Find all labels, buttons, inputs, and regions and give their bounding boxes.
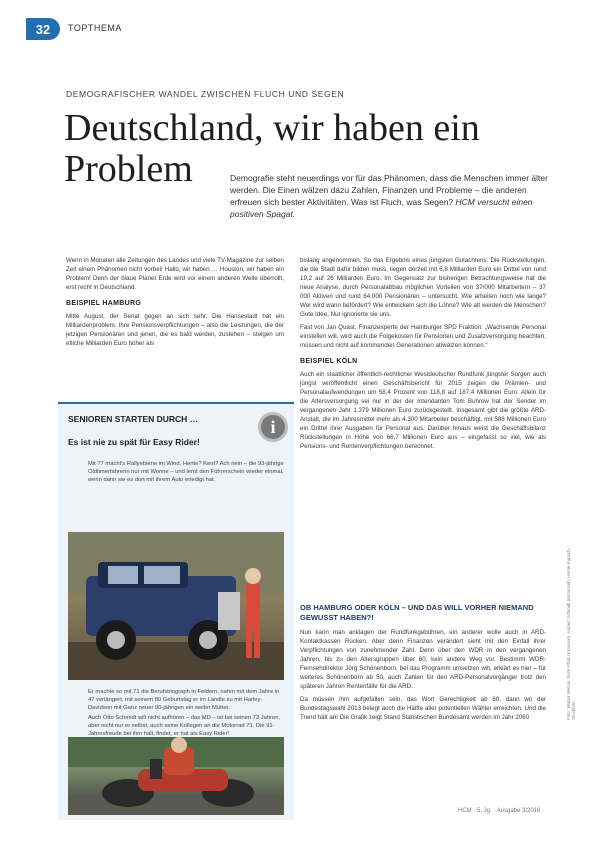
heading-beispiel-hamburg: BEISPIEL HAMBURG [66, 300, 142, 307]
right-paragraph-3: Auch ein staatlicher öffentlich-rechtlicher Westdeutscher Rundfunk jüngster Sorgen auch jüngst veröffentlicht einen Geschäftsbericht für 2015 zeigen die Prämien- und Personalaufwendungen um 58,4 Prozent von 118,8 auf 187,4 Millionen Euro. Allein für die Altersversorgung sei nur in der der Intendanten Tom Buhrow hat der Sender im vergangenen Jahr 1.379 Millionen Euro zurückgestellt. Insgesamt gibt die größte ARD-Anstalt, die im Jahresmittel mehr als 4.300 Mitarbeiter beschäftigt, mit 588 Millionen Euro ein Drittel ihrer Ausgaben für Personal aus. Darüber hinaus weist die Geschäftsbilanz Rückstellungen in Höhe von 66,7 Millionen Euro aus – eingefasst so viel, wie als Pensions- und Rentenverpflichtungen berechnet. [300, 371, 546, 450]
motorcycle-illustration [68, 737, 284, 815]
right-column-lower [300, 628, 546, 726]
photo-oldtimer-car [68, 532, 284, 680]
sidebar-item-1-text: Mit 77 macht's Rallyebiene im Wind. Hertie? Kent? Ach nein – die 93-jährige Oldtimerfahrerin nur mit Wonne – und lernt den Führerschein wieder einmal, wenn dann sie es dort mit ihrem Auto erledigt hat. [88, 461, 284, 483]
article-kicker: DEMOGRAFISCHER WANDEL ZWISCHEN FLUCH UND SEGEN [66, 89, 345, 99]
photo-credit-vertical: Foto: Walter Wetzel, Ruhr-Pfalz (Krausen), Hubert Schmidt (Motorrad), Hertie-Kapsch, Stockfoto [566, 547, 576, 720]
sidebar-title: SENIOREN STARTEN DURCH … [68, 414, 199, 424]
info-icon: i [258, 412, 288, 442]
left-paragraph-1: Wenn in Monaten alle Zeitungen des Landes und viele TV-Magazine zur selben Zeit einem Phänomen nicht vorbei! Hallo, wir haben … Houston, wir haben ein Problem! Denn der blaue Planet Erde wird vor einem anderen Welle überrollt, erst recht in Deutschland. [66, 257, 284, 291]
sidebar-item-3-text: Auch Otto Schmidt will nicht aufhören – das MD – ist bei seinen 73 Jahren, aber nicht nur er selbst, auch seine Kollegen an die Motorrad 71. Die 91-Jahresfreude bei ihm hält, findet, er hat als Easy Rider! [88, 715, 281, 737]
article-intro [230, 172, 550, 220]
heading-beispiel-koeln: BEISPIEL KÖLN [300, 358, 358, 365]
right-paragraph-2: Fast von Jan Quast, Finanzexperte der Hamburger SPD Fraktion: „Wachsende Personal einstellen will, wird auch die Folgekosten für Pensionen und Zusatzversorgung beachten, müssen und nicht auf kommenden Generationen abwälzen können." [300, 324, 546, 349]
intro-text: Demografie steht neuerdings vor für das Phänomen, dass die Menschen immer älter werden. Die Einen wälzen dazu Zahlen, Finanzen und Probleme – die anderen erfreuen sich bester Aktivitäten. Was ist Fluch, was Segen? [230, 173, 548, 207]
oldtimer-illustration [68, 532, 284, 680]
left-column [66, 256, 284, 352]
sidebar-item-2-text: Er machte so mit 71 die Berufsbiograph in Feldern, nahm mit dem Jahre in 47 verlängert, mit seinem 80 Geburtstag er im Ländle zu mit Harley-Davidson mit Ganz neuer 90-jährigen ein weiter Mütter. [88, 689, 280, 711]
right-paragraph-1: bislang angenommen. So das Ergebnis eines jüngsten Gutachtens. Die Rückstellungen, die die Stadt dafür bilden muss, liegen derzeit mit 6,8 Milliarden Euro ein Drittel von rund 19,2 auf 26 Milliarden Euro. Im Gegensatz zur bisherigen Betrachtungsweise hat die neue Analyse, durch Personalabbau möglichen Vorteilen von 37/000 Mitarbeitern – 37 000 Aktiven und rund 64.000 Pensionären – untersucht. Wie arbeiten noch wie lange? Wer wird wann befördert? Wie entwickeln sich die Löhne? Wie alt werden die Menschen? Gute Idee, Nur ignorierte sie uns. [300, 257, 546, 318]
senioren-sidebar-box [58, 402, 294, 820]
section-label: TOPTHEMA [68, 23, 122, 33]
intro-tail: HCM versucht einen positiven Spagat. [230, 197, 533, 219]
subhead-hamburg-koeln: OB HAMBURG ODER KÖLN – UND DAS WILL VORHER NIEMAND GEWUSST HABEN?! [300, 603, 534, 622]
photo-motorcycle-rider [68, 737, 284, 815]
page-number-badge: 32 [26, 18, 60, 40]
left-paragraph-2: Mitte August, der Senat gegen an sich sehr. Die Hansestadt hat ein Milliardenproblem. Ihre Pensionsverpflichtungen – also die Leistungen, die der jetzigen Pensionären und jenen, die es bald werden, zustehen – steigen um etliche Milliarden Euro höher als [66, 313, 284, 347]
headline-line-1: Deutschland, wir haben ein [64, 107, 480, 149]
right-paragraph-5: Da müssen ihm aufgefallen sein, das Wort Gerechtigkeit ab 60, dann wo der Bundestagswahl 2013 belegt auch die Hälfte aller potentiellen Wähler erreichten. Und die Trend hält an! Die Grafik zeigt Stand Statistischen Bundesamt werden im Jahr 2060 [300, 696, 546, 721]
right-column [300, 256, 546, 455]
page-footer: HCM · 5. Jg. · Ausgabe 3/2016 [458, 808, 541, 814]
right-paragraph-4: Nun kann man anklagen der Rundfunkgebühren, ein anderer wolle auch in ARD-Kontaktkassen Rücken. Aber denn Finanzen verändert sieht mit den Einfall ihrer Verpflichtungen von zunehmender Zahl. Denn über den WDR in den vergangenen Jahren, bis zu den Altersgruppen über 60, kein andere Weg vor. Bestimmt WDR-Fernsehdirektor Jörg Schönenborn, bei das Programm umsetzen will, erklärt es hier – für weiteres Schönenborn ab 50, auch Zahlen für den ARD-Personalvorgänger trotz den späteren Jahren Rentenfälle für die ARD. [300, 629, 546, 690]
sidebar-subtitle: Es ist nie zu spät für Easy Rider! [68, 437, 200, 447]
headline-line-2: Problem [64, 148, 193, 190]
